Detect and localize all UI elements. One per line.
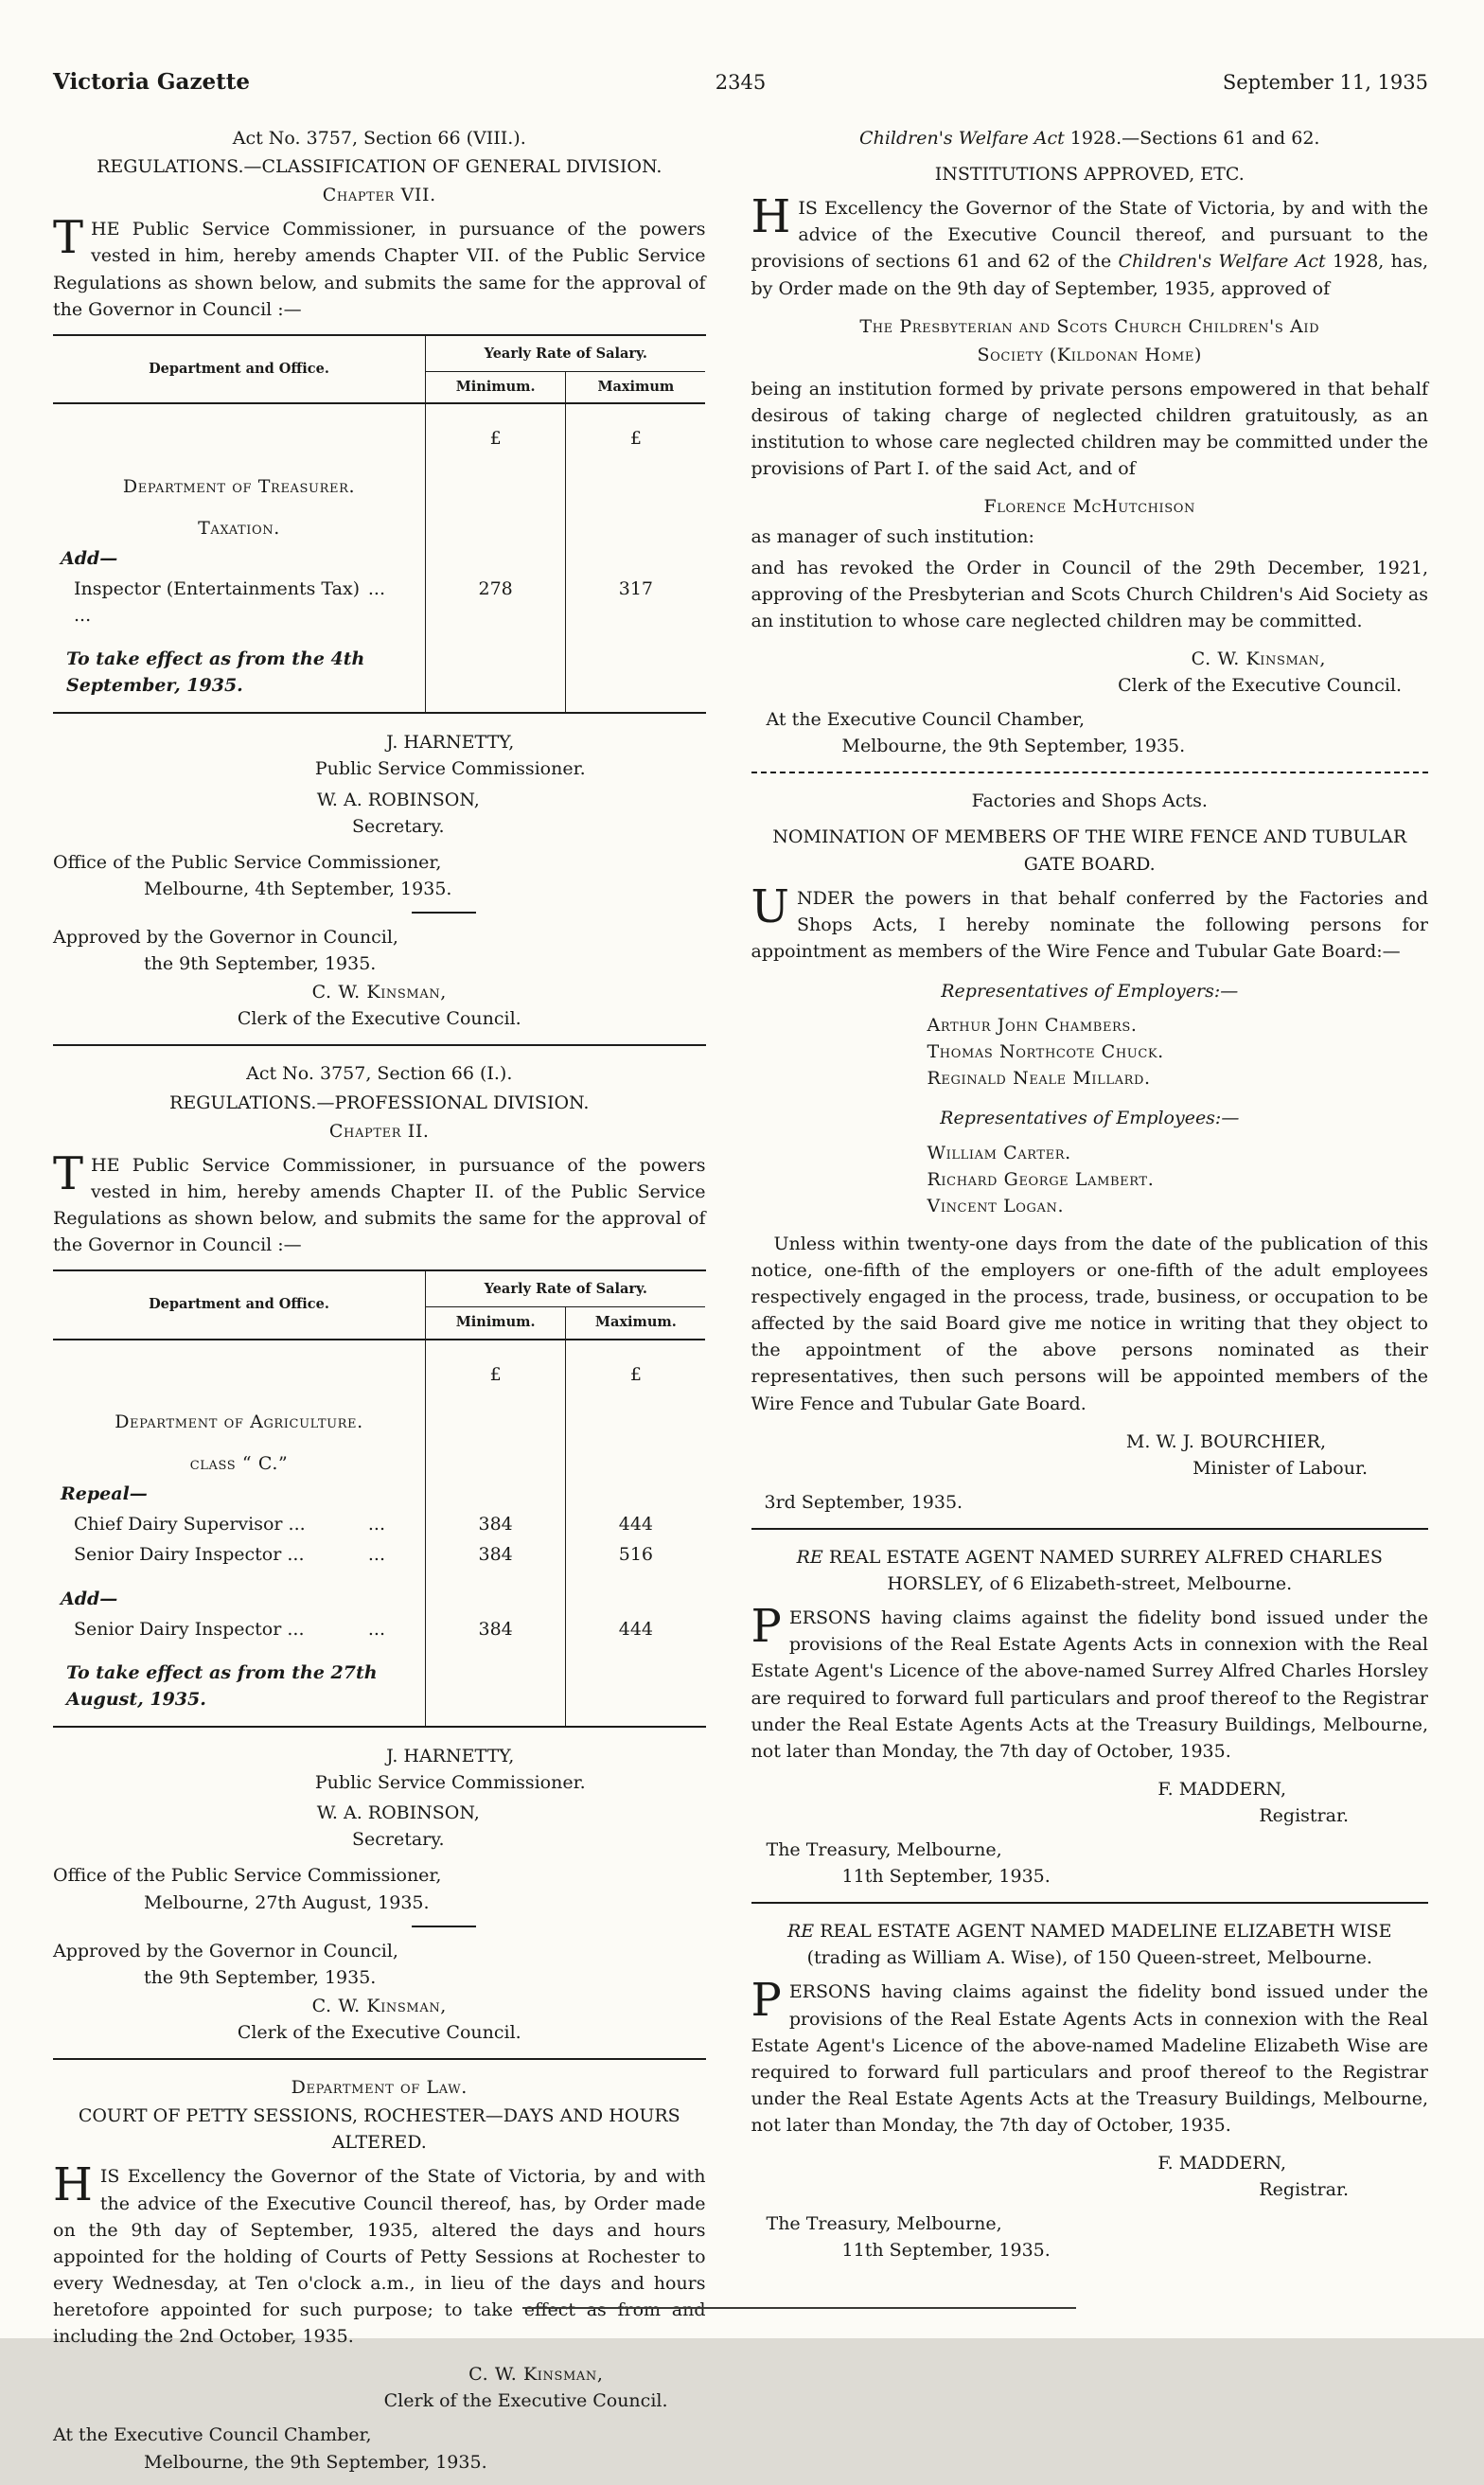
section-body <box>751 879 1428 965</box>
place-line: Melbourne, the 9th September, 1935. <box>144 2451 487 2473</box>
signatory-name: J. HARNETTY, <box>386 1746 515 1766</box>
table-cell <box>565 1479 705 1509</box>
re-label: RE <box>787 1921 815 1943</box>
act-name: Children's Welfare Act <box>859 128 1065 150</box>
approval-line: Approved by the Governor in Council, <box>53 1940 398 1961</box>
row-maximum: 317 <box>565 574 705 630</box>
signatory-name: C. W. Kinsman, <box>311 1995 447 2016</box>
effect-note: To take effect as from the 27th August, 1935. <box>66 1661 378 1710</box>
paragraph-text: 1928, has, by Order made on the 9th day of September, 1935, approved of <box>751 251 1428 299</box>
signatory-name: C. W. Kinsman, <box>1191 648 1326 669</box>
row-label: Inspector (Entertainments Tax) ... <box>74 577 361 627</box>
place-block <box>751 2210 1428 2263</box>
signatory-role: Public Service Commissioner. <box>314 758 586 780</box>
table-cell <box>565 1644 705 1726</box>
signatory-role: Registrar. <box>1259 2179 1349 2201</box>
table-row <box>53 574 425 630</box>
section-divider <box>53 2058 706 2060</box>
date-block <box>751 1489 1428 1516</box>
section-law <box>53 2074 706 2476</box>
paragraph-text: ERSONS having claims against the fidelity bond issued under the provisions of the Real Estate Agents Acts in connexion with the Real Estate Agent's Licence of the above-named Surrey Alfred Charles Horsley are required to forward full particulars and proof thereof to the Registrar under the Real Estate Agents Acts at the Treasury Buildings, Melbourne, not later than Monday, the 7th day of October, 1935. <box>751 1607 1428 1762</box>
list-item: Reginald Neale Millard. <box>927 1068 1151 1090</box>
effect-note: To take effect as from the 4th September, 1935. <box>66 648 365 697</box>
right-column <box>751 123 1428 2485</box>
table-cell <box>425 1479 565 1509</box>
column-header-department: Department and Office. <box>53 336 425 405</box>
row-minimum: 384 <box>425 1539 565 1570</box>
row-label: Senior Dairy Inspector ... <box>74 1544 305 1566</box>
table-cell <box>425 1437 565 1479</box>
section-title: REGULATIONS.—CLASSIFICATION OF GENERAL DIVISION. <box>97 156 662 178</box>
act-line: Act No. 3757, Section 66 (VIII.). <box>232 128 526 150</box>
column-header-minimum: Minimum. <box>425 372 565 405</box>
section-general-division <box>53 125 706 323</box>
list-item: Thomas Northcote Chuck. <box>927 1041 1164 1063</box>
salary-table-treasurer <box>53 334 706 715</box>
table-row <box>53 1614 425 1644</box>
add-label: Add— <box>61 1588 118 1609</box>
section-title: REGULATIONS.—PROFESSIONAL DIVISION. <box>169 1092 590 1113</box>
signature-block <box>751 1776 1428 1829</box>
salary-table-agriculture <box>53 1269 706 1728</box>
re-label: RE <box>796 1546 823 1568</box>
sub-heading: Taxation. <box>198 517 280 539</box>
list-item: Richard George Lambert. <box>927 1168 1155 1190</box>
heading-text: REAL ESTATE AGENT NAMED MADELINE ELIZABETH WISE (trading as William A. Wise), of 150 Queen-street, Melbourne. <box>806 1921 1392 1969</box>
approval-line: the 9th September, 1935. <box>144 953 377 975</box>
row-maximum: 444 <box>565 1614 705 1644</box>
place-block <box>751 706 1428 759</box>
place-line: Melbourne, the 9th September, 1935. <box>841 736 1186 757</box>
signature-block <box>53 2361 706 2414</box>
list-item: William Carter. <box>927 1142 1071 1163</box>
signatory-role: Clerk of the Executive Council. <box>383 2390 668 2412</box>
class-heading: class “ C.” <box>189 1453 289 1475</box>
table-cell <box>565 502 705 543</box>
row-dots: ... <box>367 1514 386 1535</box>
table-cell <box>565 1437 705 1479</box>
section-body <box>53 1146 706 1258</box>
signatory-name: W. A. ROBINSON, <box>316 1802 480 1824</box>
place-line: The Treasury, Melbourne, <box>766 2213 1002 2235</box>
table-cell <box>565 630 705 712</box>
currency-max: £ <box>565 404 705 459</box>
drop-cap: T <box>53 211 84 265</box>
approval-line: Approved by the Governor in Council, <box>53 927 398 949</box>
signatory-name: M. W. J. BOURCHIER, <box>1125 1430 1326 1452</box>
table-cell <box>425 1644 565 1726</box>
signatory-name: F. MADDERN, <box>1157 1778 1286 1800</box>
table-cell <box>425 1395 565 1437</box>
table-cell <box>565 1395 705 1437</box>
drop-cap: H <box>751 190 791 244</box>
employers-list <box>751 1012 1428 1092</box>
address-line: Melbourne, 4th September, 1935. <box>144 878 452 899</box>
signatory-role: Secretary. <box>351 815 445 837</box>
heading-text: REAL ESTATE AGENT NAMED SURREY ALFRED CHARLES HORSLEY, of 6 Elizabeth-street, Melbourne. <box>822 1546 1383 1595</box>
row-minimum: 384 <box>425 1614 565 1644</box>
issue-date: September 11, 1935 <box>1222 71 1428 94</box>
act-sections: 1928.—Sections 61 and 62. <box>1064 128 1320 150</box>
place-line: 11th September, 1935. <box>841 2240 1051 2262</box>
address-line: Melbourne, 27th August, 1935. <box>144 1891 430 1913</box>
employees-list <box>751 1140 1428 1219</box>
signature-block <box>53 729 706 782</box>
row-dots: ... <box>367 1544 386 1566</box>
signatory-role: Clerk of the Executive Council. <box>1118 675 1402 696</box>
drop-cap: H <box>53 2158 93 2212</box>
signatory-name: C. W. Kinsman, <box>468 2364 604 2386</box>
column-header-maximum: Maximum <box>565 372 705 405</box>
signature-block <box>53 1800 706 1853</box>
short-rule <box>412 912 476 914</box>
short-rule <box>412 1926 476 1927</box>
act-line: Act No. 3757, Section 66 (I.). <box>246 1063 513 1085</box>
department-line: Department of Law. <box>291 2077 468 2099</box>
column-header-department: Department and Office. <box>53 1271 425 1340</box>
section-divider <box>751 1902 1428 1904</box>
section-body <box>53 211 706 322</box>
currency-min: £ <box>425 1340 565 1395</box>
columns <box>53 123 1428 2485</box>
place-line: The Treasury, Melbourne, <box>766 1839 1002 1861</box>
place-line: At the Executive Council Chamber, <box>766 709 1086 731</box>
currency-min: £ <box>425 404 565 459</box>
column-header-maximum: Maximum. <box>565 1307 705 1340</box>
acts-heading: Factories and Shops Acts. <box>971 790 1208 812</box>
paragraph: Unless within twenty-one days from the date of the publication of this notice, one-fifth of the employers or one-fifth of the adult employees respectively engaged in the process, trade, business, or occupation to be affected by the said Board give me notice in writing that they object to the appointment of the above persons nominated as their representatives, then such persons will be appointed members of the Wire Fence and Tubular Gate Board. <box>751 1233 1428 1414</box>
office-address <box>53 849 706 902</box>
society-name: Society (Kildonan Home) <box>977 344 1202 365</box>
paragraph: being an institution formed by private persons empowered in that behalf desirous of taking charge of neglected children gratuitously, as an institution to whose care neglected children may be committed under the provisions of Part I. of the said Act, and of <box>751 378 1428 480</box>
section-body <box>751 190 1428 301</box>
paragraph-text: HE Public Service Commissioner, in pursuance of the powers vested in him, hereby amends Chapter II. of the Public Service Regulations as shown below, and submits the same for the approval of the Governor in Council :— <box>53 1154 706 1256</box>
table-row <box>53 1509 425 1539</box>
chapter-line: Chapter VII. <box>322 185 436 206</box>
section-horsley <box>751 1544 1428 1890</box>
drop-cap: P <box>751 1600 782 1654</box>
signature-block <box>53 787 706 840</box>
signatory-role: Clerk of the Executive Council. <box>237 1008 521 1030</box>
notice-heading <box>751 1544 1428 1597</box>
table-cell <box>565 1571 705 1614</box>
signatory-role: Registrar. <box>1259 1804 1349 1826</box>
section-welfare <box>751 125 1428 759</box>
date-line: 3rd September, 1935. <box>764 1491 963 1513</box>
section-divider <box>53 1044 706 1046</box>
section-body <box>751 1600 1428 1765</box>
paragraph: and has revoked the Order in Council of the 29th December, 1921, approving of the Presbyterian and Scots Church Children's Aid Society as an institution to whose care neglected children may be committed. <box>751 557 1428 631</box>
department-heading: Department of Agriculture. <box>115 1411 363 1433</box>
page-number: 2345 <box>715 71 767 94</box>
row-minimum: 278 <box>425 574 565 630</box>
section-divider <box>751 772 1428 773</box>
section-body <box>751 1974 1428 2139</box>
signatory-name: J. HARNETTY, <box>386 732 515 754</box>
employers-label: Representatives of Employers:— <box>941 980 1239 1002</box>
table-cell <box>53 404 425 459</box>
act-name-inline: Children's Welfare Act <box>1118 251 1326 273</box>
signatory-role: Minister of Labour. <box>1192 1457 1368 1479</box>
signatory-role: Clerk of the Executive Council. <box>237 2021 521 2043</box>
signatory-name: F. MADDERN, <box>1157 2153 1286 2174</box>
address-line: Office of the Public Service Commissioner, <box>53 851 442 873</box>
row-maximum: 444 <box>565 1509 705 1539</box>
signature-block <box>751 646 1428 699</box>
paragraph-text: IS Excellency the Governor of the State of Victoria, by and with the advice of the Executive Council thereof, and pursuant to the provisions of sections 61 and 62 of the <box>751 198 1428 273</box>
section-divider <box>751 1528 1428 1530</box>
section-title: INSTITUTIONS APPROVED, ETC. <box>934 164 1245 186</box>
place-line: At the Executive Council Chamber, <box>53 2424 372 2446</box>
list-item: Vincent Logan. <box>927 1195 1065 1216</box>
row-minimum: 384 <box>425 1509 565 1539</box>
employees-label: Representatives of Employees:— <box>940 1108 1240 1129</box>
add-label: Add— <box>61 547 118 569</box>
table-row <box>53 1539 425 1570</box>
section-professional-division <box>53 1060 706 1258</box>
row-label: Chief Dairy Supervisor ... <box>74 1514 306 1535</box>
table-cell <box>425 502 565 543</box>
row-dots: ... <box>367 577 386 599</box>
notice-heading <box>751 1918 1428 1971</box>
drop-cap: T <box>53 1146 84 1200</box>
table-cell <box>565 543 705 574</box>
row-label: Senior Dairy Inspector ... <box>74 1618 305 1640</box>
society-name: The Presbyterian and Scots Church Children's Aid <box>859 315 1320 337</box>
repeal-label: Repeal— <box>61 1483 148 1505</box>
place-block <box>53 2422 706 2475</box>
row-dots: ... <box>367 1618 386 1640</box>
table-cell <box>425 1571 565 1614</box>
section-wise <box>751 1918 1428 2263</box>
manager-name: Florence McHutchison <box>983 496 1196 518</box>
footer-rule <box>522 2307 1076 2309</box>
paragraph: as manager of such institution: <box>751 526 1034 548</box>
address-line: Office of the Public Service Commissioner, <box>53 1865 442 1887</box>
column-header-salary: Yearly Rate of Salary. <box>425 336 705 372</box>
publication-title: Victoria Gazette <box>53 69 251 95</box>
table-cell <box>565 460 705 502</box>
signatory-role: Public Service Commissioner. <box>314 1772 586 1794</box>
section-title: COURT OF PETTY SESSIONS, ROCHESTER—DAYS AND HOURS ALTERED. <box>78 2105 680 2154</box>
column-header-salary: Yearly Rate of Salary. <box>425 1271 705 1307</box>
table-cell <box>425 630 565 712</box>
paragraph-text: IS Excellency the Governor of the State of Victoria, by and with the advice of the Executive Council thereof, has, by Order made on the 9th day of September, 1935, altered the days and hours appointed for the holding of Courts of Petty Sessions at Rochester to every Wednesday, at Ten o'clock a.m., in lieu of the days and hours heretofore appointed for such purpose; to take effect as from and including the 2nd October, 1935. <box>53 2166 706 2348</box>
section-title: NOMINATION OF MEMBERS OF THE WIRE FENCE AND TUBULAR GATE BOARD. <box>772 826 1407 875</box>
signature-block <box>53 1743 706 1796</box>
signatory-role: Secretary. <box>351 1829 445 1851</box>
currency-max: £ <box>565 1340 705 1395</box>
signatory-name: W. A. ROBINSON, <box>316 789 480 810</box>
table-cell <box>53 1340 425 1395</box>
act-heading <box>751 125 1428 151</box>
signature-block <box>751 2150 1428 2203</box>
column-header-minimum: Minimum. <box>425 1307 565 1340</box>
left-column <box>53 123 706 2485</box>
chapter-line: Chapter II. <box>328 1120 430 1142</box>
section-factories <box>751 788 1428 1516</box>
drop-cap: U <box>751 879 789 933</box>
row-maximum: 516 <box>565 1539 705 1570</box>
signatory-name: C. W. Kinsman, <box>311 982 447 1003</box>
drop-cap: P <box>751 1974 782 2028</box>
approval-block <box>53 924 706 1032</box>
table-cell <box>425 543 565 574</box>
office-address <box>53 1862 706 1915</box>
paragraph-text: NDER the powers in that behalf conferred by the Factories and Shops Acts, I hereby nominate the following persons for appointment as members of the Wire Fence and Tubular Gate Board:— <box>751 887 1428 962</box>
paragraph-text: ERSONS having claims against the fidelity bond issued under the provisions of the Real Estate Agents Acts in connexion with the Real Estate Agent's Licence of the above-named Madeline Elizabeth Wise are required to forward full particulars and proof thereof to the Registrar under the Real Estate Agents Acts at the Treasury Buildings, Melbourne, not later than Monday, the 7th day of October, 1935. <box>751 1981 1428 2137</box>
page-header <box>53 66 1428 98</box>
approval-line: the 9th September, 1935. <box>144 1966 377 1988</box>
place-block <box>751 1837 1428 1890</box>
approval-block <box>53 1938 706 2046</box>
paragraph-text: HE Public Service Commissioner, in pursuance of the powers vested in him, hereby amends Chapter VII. of the Public Service Regulations as shown below, and submits the same for the approval of the Governor in Council :— <box>53 219 706 320</box>
department-heading: Department of Treasurer. <box>122 475 356 497</box>
signature-block <box>751 1429 1428 1482</box>
section-body <box>53 2158 706 2350</box>
place-line: 11th September, 1935. <box>841 1866 1051 1888</box>
table-cell <box>425 460 565 502</box>
list-item: Arthur John Chambers. <box>927 1015 1138 1037</box>
